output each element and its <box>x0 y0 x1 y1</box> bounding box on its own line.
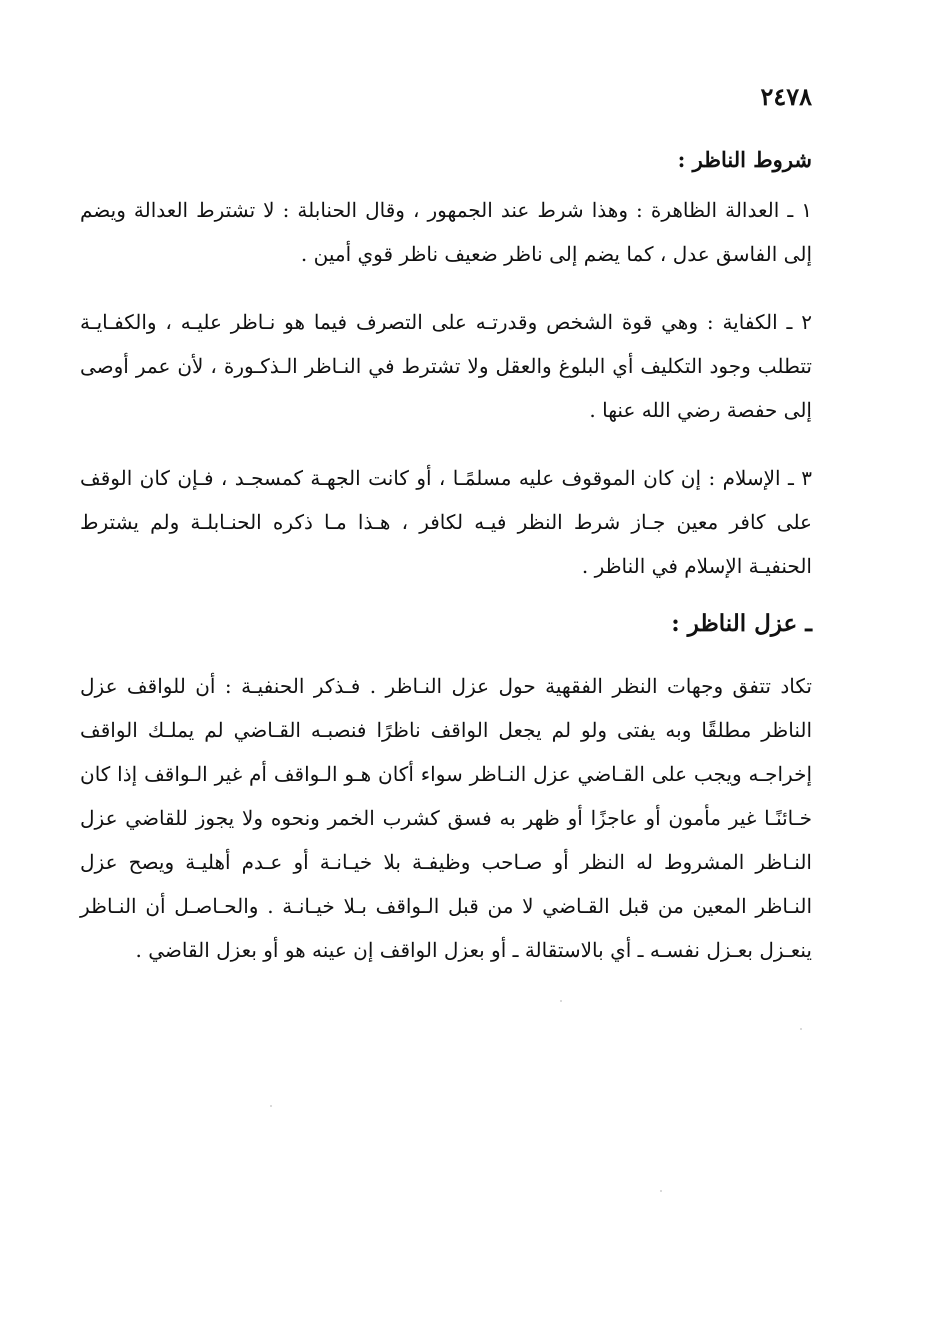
condition-item-3: ٣ ـ الإسلام : إن كان الموقوف عليه مسلمًـا ، أو كانت الجهـة كمسجـد ، فـإن كان الوقف على كافر معين جـاز شرط النظر فيـه لكافر ، هـذا مـا ذكره الحنـابلـة ولم يشترط الحنفيـة الإسلام في الناظر . <box>80 466 812 578</box>
page-number: ٢٤٧٨ <box>760 82 812 111</box>
page-content <box>80 138 812 996</box>
scan-speck <box>560 1000 562 1002</box>
section-heading-conditions: شروط الناظر : <box>677 147 812 172</box>
scan-speck <box>800 1028 802 1030</box>
scan-speck <box>660 1190 662 1192</box>
scan-speck <box>270 1105 272 1107</box>
section-heading-dismissal: ـ عزل الناظر : <box>671 610 812 637</box>
condition-item-1: ١ ـ العدالة الظاهرة : وهذا شرط عند الجمهور ، وقال الحنابلة : لا تشترط العدالة ويضم إلى الفاسق عدل ، كما يضم إلى ناظر ضعيف ناظر قوي أمين . <box>80 198 812 266</box>
condition-item-2: ٢ ـ الكفاية : وهي قوة الشخص وقدرتـه على التصرف فيما هو نـاظر عليـه ، والكفـايـة تتطلب وجود التكليف أي البلوغ والعقل ولا تشترط في النـاظر الـذكـورة ، لأن عمر أوصى إلى حفصة رضي الله عنها . <box>80 310 812 422</box>
dismissal-paragraph: تكاد تتفق وجهات النظر الفقهية حول عزل النـاظر . فـذكر الحنفيـة : أن للواقف عزل الناظر مطلقًا وبه يفتى ولو لم يجعل الواقف ناظرًا فنصبـه القـاضي لم يملـك الواقف إخراجـه ويجب على القـاضي عزل النـاظر سواء أكان هـو الـواقف أم غير الـواقف إذا كان خـائنًـا غير مأمون أو عاجزًا أو ظهر به فسق كشرب الخمر ونحوه ولا يجوز للقاضي عزل النـاظر المشروط له النظر أو صـاحب وظيفـة بلا خيـانـة أو عـدم أهليـة ويصح عزل النـاظر المعين من قبل القـاضي لا من قبل الـواقف بـلا خيـانـة . والحـاصـل أن النـاظر ينعـزل بعـزل نفسـه ـ أي بالاستقالة ـ أو بعزل الواقف إن عينه هو أو بعزل القاضي . <box>80 674 812 962</box>
